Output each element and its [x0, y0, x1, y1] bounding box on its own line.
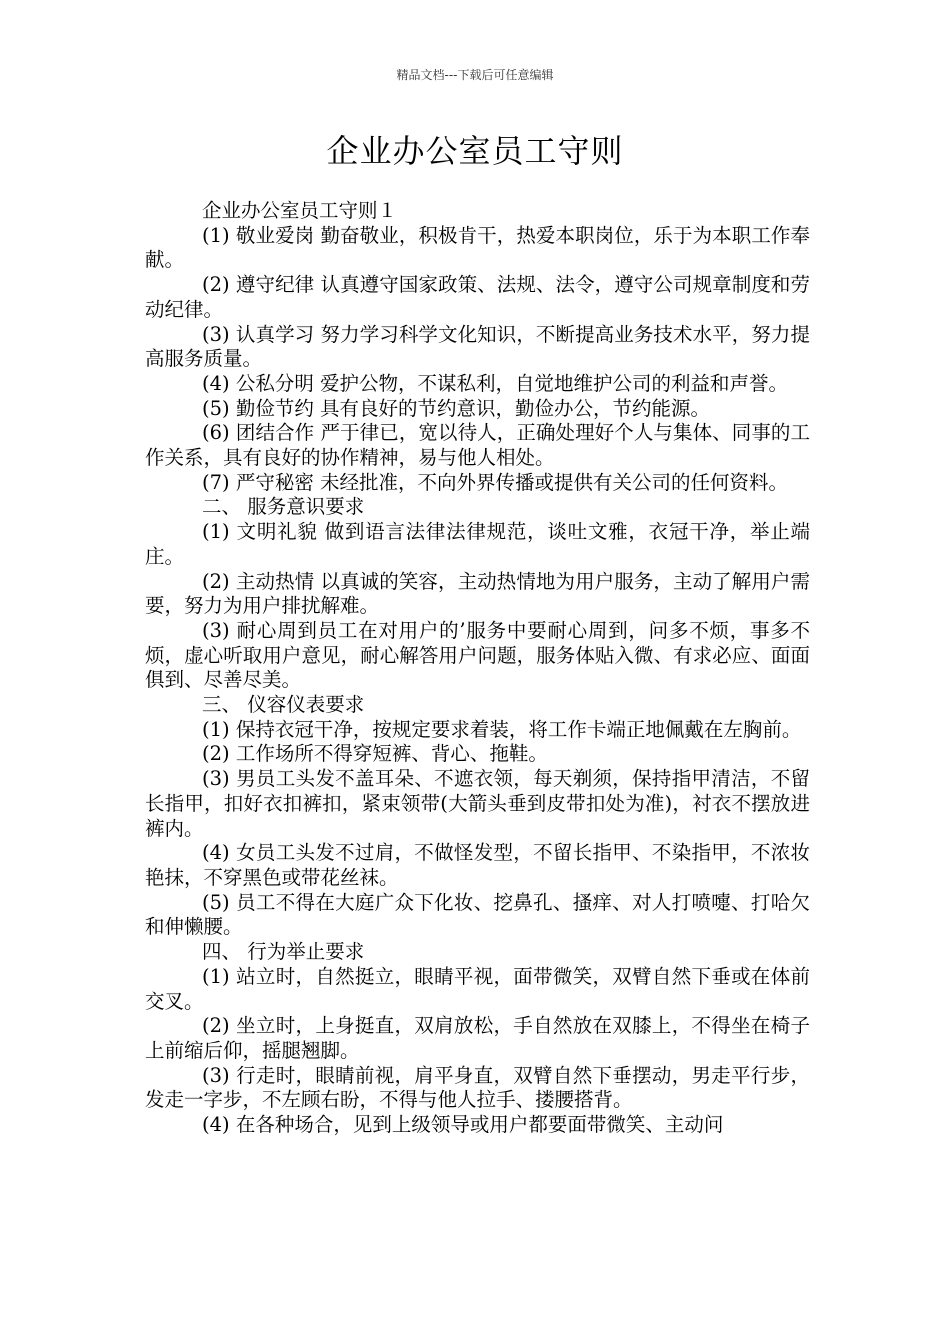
paragraph: (1) 保持衣冠干净，按规定要求着装，将工作卡端正地佩戴在左胸前。 [202, 717, 802, 741]
paragraph: (2) 主动热情 以真诚的笑容，主动热情地为用户服务，主动了解用户需要，努力为用户排扰解难。 [145, 569, 810, 618]
document-title: 企业办公室员工守则 [326, 132, 624, 170]
page-header: 精品文档---下载后可任意编辑 [396, 68, 554, 82]
paragraph: (1) 文明礼貌 做到语言法律法律规范，谈吐文雅，衣冠干净，举止端庄。 [145, 520, 810, 568]
paragraph: (6) 团结合作 严于律已，宽以待人，正确处理好个人与集体、同事的工作关系，具有良好的协作精神，易与他人相处。 [145, 421, 810, 470]
section-heading: 三、 仪容仪表要求 [202, 693, 365, 717]
paragraph: (3) 认真学习 努力学习科学文化知识，不断提高业务技术水平，努力提高服务质量。 [145, 322, 810, 371]
paragraph: (2) 坐立时，上身挺直，双肩放松，手自然放在双膝上，不得坐在椅子上前缩后仰，摇腿翘脚。 [145, 1014, 810, 1062]
paragraph: (1) 站立时，自然挺立，眼睛平视，面带微笑，双臂自然下垂或在体前交叉。 [145, 964, 810, 1013]
paragraph: (4) 女员工头发不过肩，不做怪发型，不留长指甲、不染指甲，不浓妆艳抹，不穿黑色或带花丝袜。 [145, 841, 810, 889]
paragraph: (5) 勤俭节约 具有良好的节约意识，勤俭办公，节约能源。 [202, 396, 711, 420]
section-heading: 二、 服务意识要求 [202, 495, 365, 519]
paragraph: (4) 公私分明 爱护公物，不谋私利，自觉地维护公司的利益和声誉。 [202, 371, 789, 395]
paragraph: (1) 敬业爱岗 勤奋敬业，积极肯干，热爱本职岗位，乐于为本职工作奉献。 [145, 223, 810, 272]
section-heading: 四、 行为举止要求 [202, 940, 365, 964]
paragraph: (5) 员工不得在大庭广众下化妆、挖鼻孔、搔痒、对人打喷嚏、打哈欠和伸懒腰。 [145, 890, 810, 939]
paragraph: (3) 耐心周到员工在对用户的’服务中要耐心周到，问多不烦，事多不烦，虚心听取用户意见，耐心解答用户问题，服务体贴入微、有求必应、面面俱到、尽善尽美。 [145, 618, 810, 692]
paragraph: (3) 行走时，眼睛前视，肩平身直，双臂自然下垂摆动，男走平行步，发走一字步，不左顾右盼，不得与他人拉手、搂腰搭背。 [145, 1063, 810, 1112]
paragraph: (3) 男员工头发不盖耳朵、不遮衣领，每天剃须，保持指甲清洁，不留长指甲，扣好衣扣裤扣，紧束领带(大箭头垂到皮带扣处为准)，衬衣不摆放进裤内。 [145, 767, 810, 840]
paragraph: (7) 严守秘密 未经批准，不向外界传播或提供有关公司的任何资料。 [202, 470, 789, 494]
paragraph: 企业办公室员工守则１ [202, 199, 398, 222]
paragraph: (4) 在各种场合，见到上级领导或用户都要面带微笑、主动问 [202, 1113, 724, 1137]
document-body [145, 199, 810, 1138]
paragraph: (2) 遵守纪律 认真遵守国家政策、法规、法令，遵守公司规章制度和劳动纪律。 [145, 273, 810, 321]
paragraph: (2) 工作场所不得穿短裤、背心、拖鞋。 [202, 742, 548, 766]
